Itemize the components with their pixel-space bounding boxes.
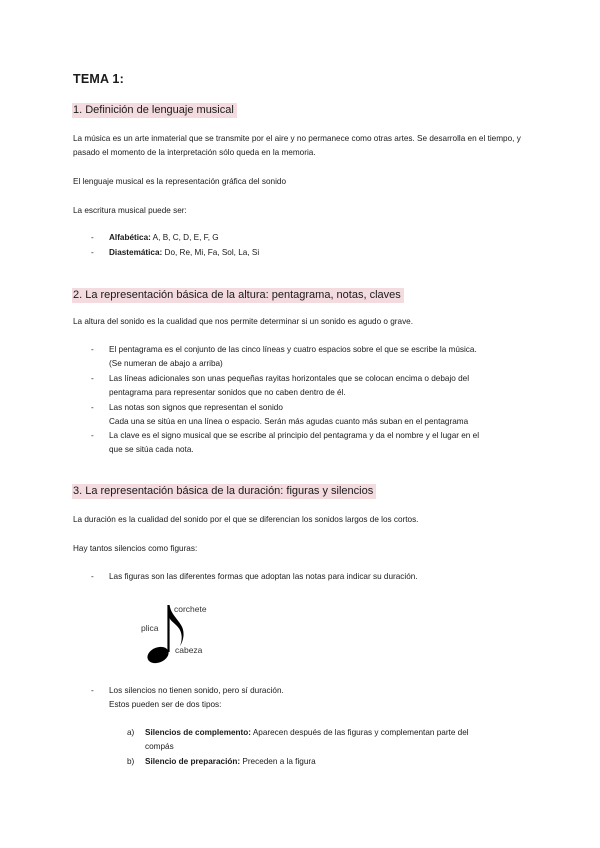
bullet-marker: - — [91, 233, 94, 242]
list-item — [109, 372, 529, 401]
list-item-line: Cada una se sitúa en una línea o espacio. Serán más agudas cuanto más suban en el pentagrama — [109, 417, 469, 427]
list-item-line: Estos pueden ser de dos tipos: — [109, 700, 222, 710]
list-item — [109, 684, 529, 713]
list-item-line: que se sitúa cada nota. — [109, 445, 194, 455]
figure-label-left: plica — [141, 623, 159, 633]
bullet-marker: - — [91, 374, 94, 383]
list-item-line: (Se numeran de abajo a arriba) — [109, 359, 223, 369]
sub-list-item-label: Silencios de complemento: — [145, 728, 252, 737]
section-3-heading: 3. La representación básica de la duración: figuras y silencios — [72, 484, 376, 499]
figure-label-top: corchete — [174, 604, 207, 614]
section-1-paragraph-1: La música es un arte inmaterial que se transmite por el aire y no permanece como otras artes. Se desarrolla en el tiempo, y pasado el momento de la interpretación sólo queda en la memoria. — [73, 134, 521, 158]
section-3-paragraph-1: La duración es la cualidad del sonido por el que se diferencian los sonidos largos de los cortos. — [73, 515, 419, 524]
sub-list-item-label: Silencio de preparación: — [145, 757, 241, 766]
list-item-text: A, B, C, D, E, F, G — [150, 233, 219, 242]
list-item-line: El pentagrama es el conjunto de las cinco líneas y cuatro espacios sobre el que se escribe la música. — [109, 345, 477, 354]
list-item — [109, 231, 529, 245]
section-1-paragraph-3: La escritura musical puede ser: — [73, 206, 187, 215]
sub-list-marker: a) — [127, 728, 135, 737]
list-item-text: Do, Re, Mi, Fa, Sol, La, Si — [162, 248, 260, 257]
sub-list-item — [145, 755, 525, 769]
section-2-paragraph-1: La altura del sonido es la cualidad que nos permite determinar si un sonido es agudo o grave. — [73, 317, 413, 326]
section-1-paragraph-2: El lenguaje musical es la representación gráfica del sonido — [73, 177, 286, 186]
figure-label-bottom: cabeza — [175, 645, 203, 655]
list-item-line: pentagrama para representar sonidos que no caben dentro de él. — [109, 388, 346, 398]
bullet-marker: - — [91, 686, 94, 695]
list-item-line: La clave es el signo musical que se escribe al principio del pentagrama y da el nombre y el lugar en el — [109, 431, 480, 440]
bullet-marker: - — [91, 403, 94, 412]
list-item-line: Las líneas adicionales son unas pequeñas rayitas horizontales que se colocan encima o debajo del — [109, 374, 470, 383]
bullet-marker: - — [91, 572, 94, 581]
list-item — [109, 401, 529, 430]
sub-list-item-text: Aparecen después de las figuras y complementan parte del — [251, 728, 469, 737]
section-2-heading: 2. La representación básica de la altura: pentagrama, notas, claves — [72, 288, 404, 303]
list-item — [109, 343, 529, 372]
bullet-marker: - — [91, 431, 94, 440]
list-item — [109, 429, 529, 458]
sub-list-marker: b) — [127, 757, 135, 766]
list-item-label: Diastemática: — [109, 248, 163, 257]
section-3-paragraph-2: Hay tantos silencios como figuras: — [73, 544, 198, 553]
list-item: Las figuras son las diferentes formas que adoptan las notas para indicar su duración. — [109, 572, 418, 581]
sub-list-item-text: Preceden a la figura — [240, 757, 316, 766]
bullet-marker: - — [91, 248, 94, 257]
sub-list-item-line: compás — [145, 742, 174, 752]
list-item — [109, 246, 529, 260]
page-title: TEMA 1: — [73, 72, 124, 86]
list-item-line: Las notas son signos que representan el sonido — [109, 403, 283, 412]
list-item-line: Los silencios no tienen sonido, pero sí duración. — [109, 686, 284, 695]
bullet-marker: - — [91, 345, 94, 354]
eighth-note-figure — [140, 600, 240, 670]
list-item-label: Alfabética: — [109, 233, 151, 242]
sub-list-item — [145, 726, 525, 755]
section-1-heading: 1. Definición de lenguaje musical — [72, 103, 237, 118]
